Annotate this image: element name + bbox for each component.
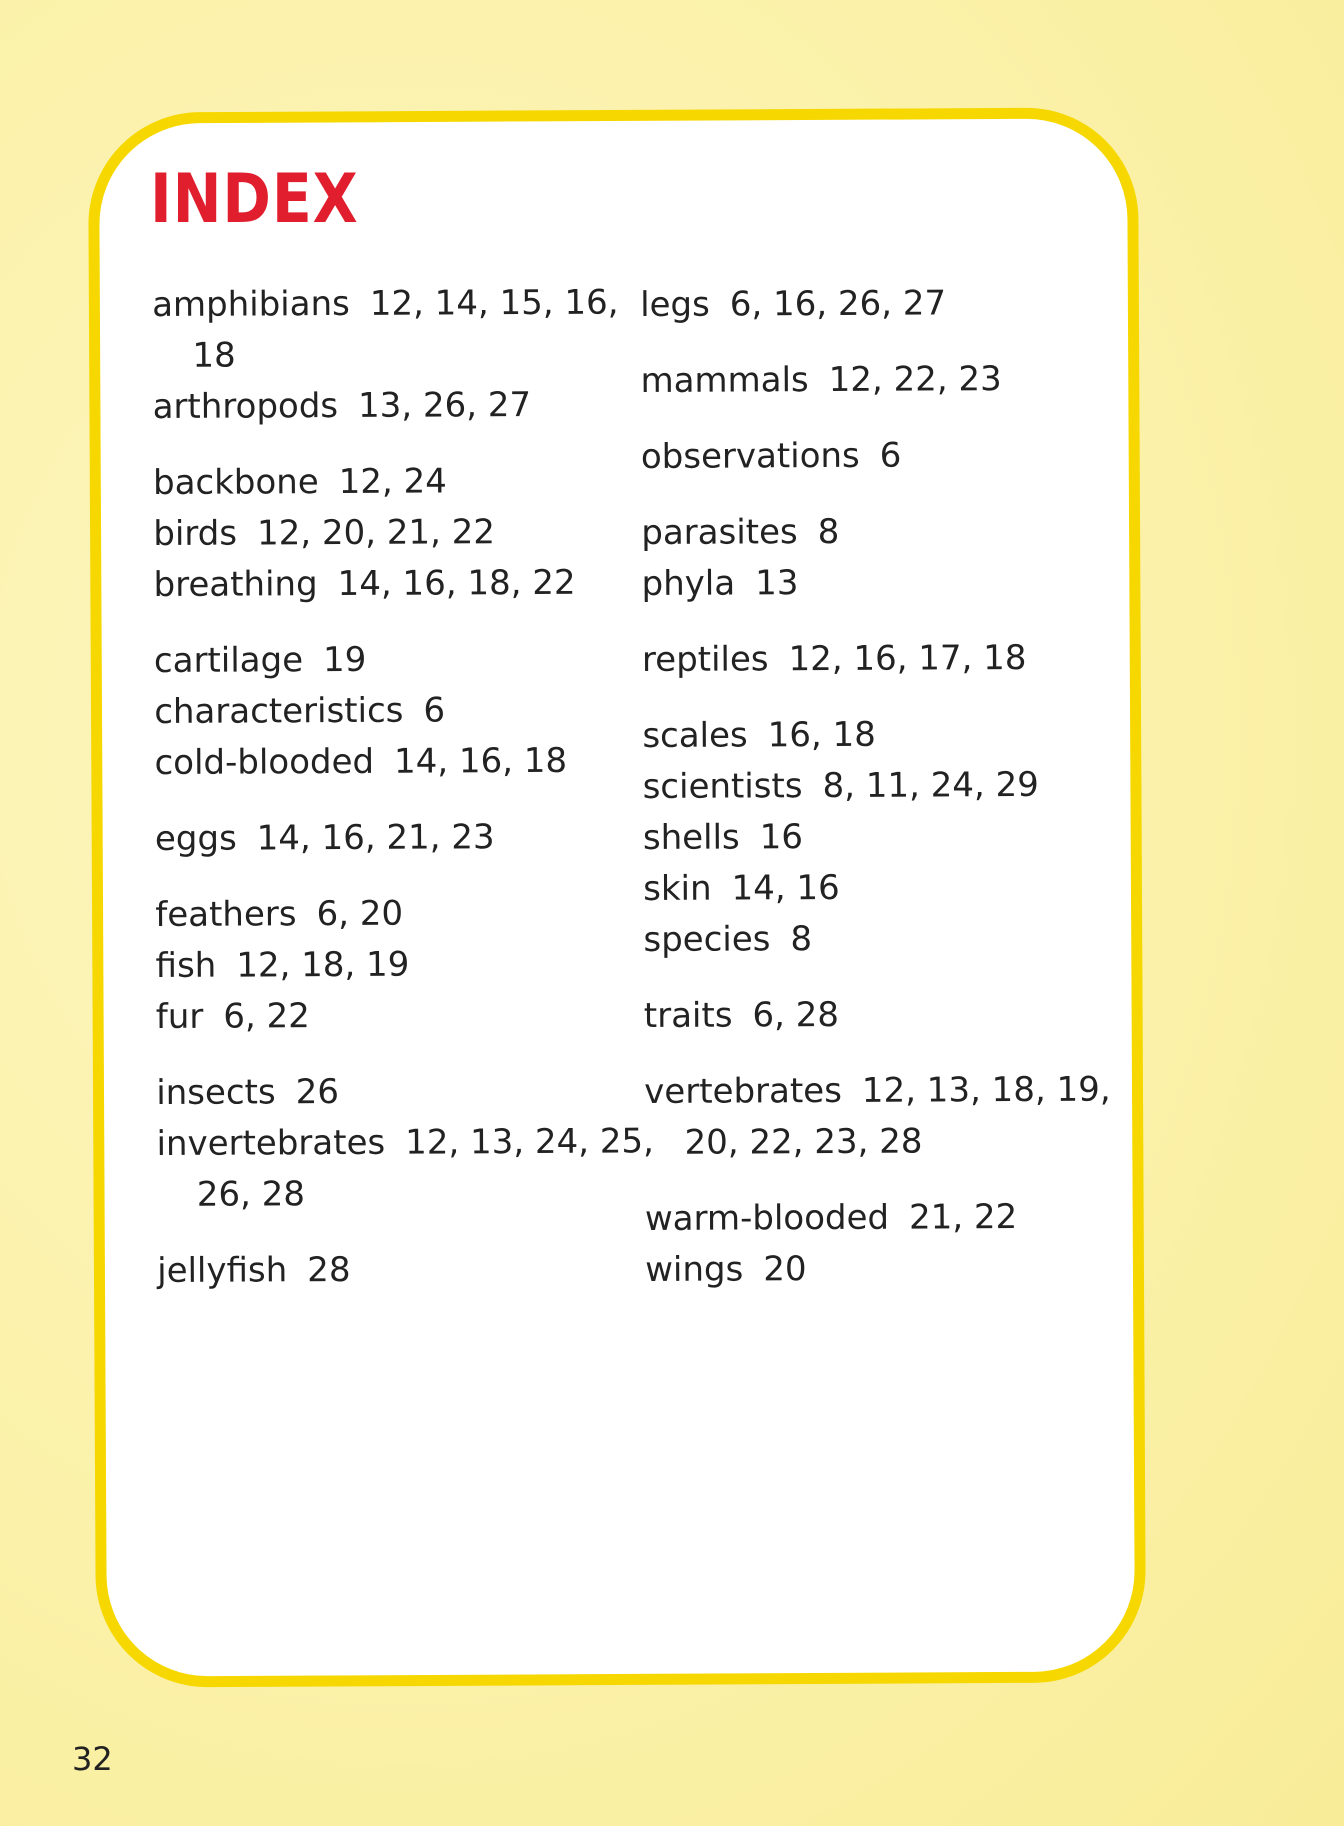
index-entry [153,455,653,509]
index-page-refs: 14, 16, 18, 22 [337,562,576,605]
index-term: mammals [640,360,809,401]
index-page-refs: 28 [307,1249,351,1291]
index-page-refs: 14, 16, 21, 23 [256,817,495,859]
index-entry [641,556,1141,610]
index-letter-group [645,1191,1146,1296]
index-term: shells [642,817,740,858]
index-entry [643,810,1143,864]
index-page-refs: 12, 24 [338,461,447,503]
index-page-refs: 13 [755,563,799,604]
index-page-refs: 12, 22, 23 [828,359,1002,401]
index-term: wings [645,1249,744,1290]
index-entry [155,938,655,992]
index-term: fur [155,996,204,1037]
index-letter-group [642,632,1142,686]
index-entry [644,1064,1145,1169]
index-page-refs: 20 [763,1249,807,1290]
index-page-refs: 14, 16, 18 [393,740,568,782]
index-term: jellyfish [157,1250,288,1291]
index-entry [641,505,1141,559]
index-entry [156,1116,657,1221]
index-entry [154,633,654,687]
index-entry [154,684,654,738]
index-term: backbone [152,462,319,503]
index-term: warm-blooded [644,1197,890,1239]
index-letter-group [154,633,655,789]
index-page-refs: 8 [817,511,840,553]
index-term: scales [642,715,748,756]
index-page-refs: 12, 13, 24, 25, 26, 28 [196,1121,654,1215]
index-letter-group [644,1064,1145,1169]
index-entry [640,277,1140,331]
index-entry [156,989,656,1043]
index-entry [643,861,1143,915]
index-letter-group [640,353,1140,407]
index-term: legs [640,284,710,325]
index-entry [153,506,653,560]
index-entry [153,379,653,433]
index-term: cartilage [153,640,304,681]
index-page-refs: 21, 22 [908,1197,1018,1238]
index-term: skin [643,868,712,909]
index-page-refs: 14, 16 [731,867,840,909]
index-term: traits [643,995,733,1036]
index-entry [644,988,1144,1042]
index-entry [641,429,1141,483]
index-page-refs: 6 [879,435,902,476]
index-page-refs: 12, 16, 17, 18 [788,637,1027,680]
index-entry [155,811,655,865]
index-entry [642,708,1142,762]
index-term: insects [156,1072,276,1113]
index-letter-group [641,429,1141,483]
index-page-refs: 12, 20, 21, 22 [256,512,496,554]
index-page-refs: 6, 16, 26, 27 [729,283,947,325]
index-term: arthropods [152,386,339,427]
index-letter-group [641,505,1142,610]
index-term: eggs [154,818,237,859]
index-term: characteristics [154,690,404,732]
index-term: amphibians [152,283,350,325]
index-letter-group [155,811,655,865]
index-letter-group [644,988,1144,1042]
index-letter-group [157,1243,657,1297]
index-page-refs: 6, 20 [316,893,404,935]
index-letter-group [152,277,653,433]
index-page-refs: 6, 22 [223,996,310,1037]
index-page-refs: 26 [295,1072,339,1113]
index-entry [645,1191,1145,1245]
index-entry [645,1242,1145,1296]
index-page-refs: 19 [322,639,367,681]
index-letter-group [155,887,656,1043]
page-title: INDEX [150,160,359,239]
index-letter-group [153,455,654,611]
index-entry [156,1065,656,1119]
index-entry [640,353,1140,407]
index-page-refs: 16, 18 [767,714,876,756]
index-term: fish [155,945,217,986]
index-entry [154,735,654,789]
index-term: invertebrates [156,1122,386,1164]
index-entry [155,887,655,941]
index-entry [642,632,1142,686]
index-entry [153,557,653,611]
index-page-refs: 6, 28 [752,994,840,1036]
index-page-refs: 12, 14, 15, 16, 18 [192,282,619,376]
index-entry [643,912,1143,966]
index-term: breathing [153,564,318,605]
index-page-refs: 13, 26, 27 [357,385,532,426]
index-letter-group [156,1065,657,1221]
index-term: scientists [642,766,803,807]
page-number: 32 [72,1740,113,1778]
index-letter-group [642,708,1143,966]
index-term: parasites [641,512,798,553]
index-entry [643,759,1143,813]
index-term: cold-blooded [154,741,375,783]
index-term: phyla [641,563,736,604]
index-term: reptiles [641,639,769,680]
index-term: species [643,919,771,960]
index-entry [152,277,653,382]
index-page-refs: 8 [790,919,813,960]
index-page-refs: 12, 13, 18, 19, 20, 22, 23, 28 [684,1069,1111,1163]
index-column-left [152,277,657,1322]
index-entry [157,1243,657,1297]
index-page-refs: 8, 11, 24, 29 [822,764,1039,807]
index-page-refs: 12, 18, 19 [236,944,410,986]
index-term: feathers [155,894,297,935]
index-letter-group [640,277,1140,331]
index-page-refs: 16 [759,817,804,858]
index-term: vertebrates [644,1070,842,1112]
index-term: birds [153,513,238,554]
index-column-right [640,277,1145,1321]
index-page-refs: 6 [423,690,446,731]
index-term: observations [640,435,860,477]
